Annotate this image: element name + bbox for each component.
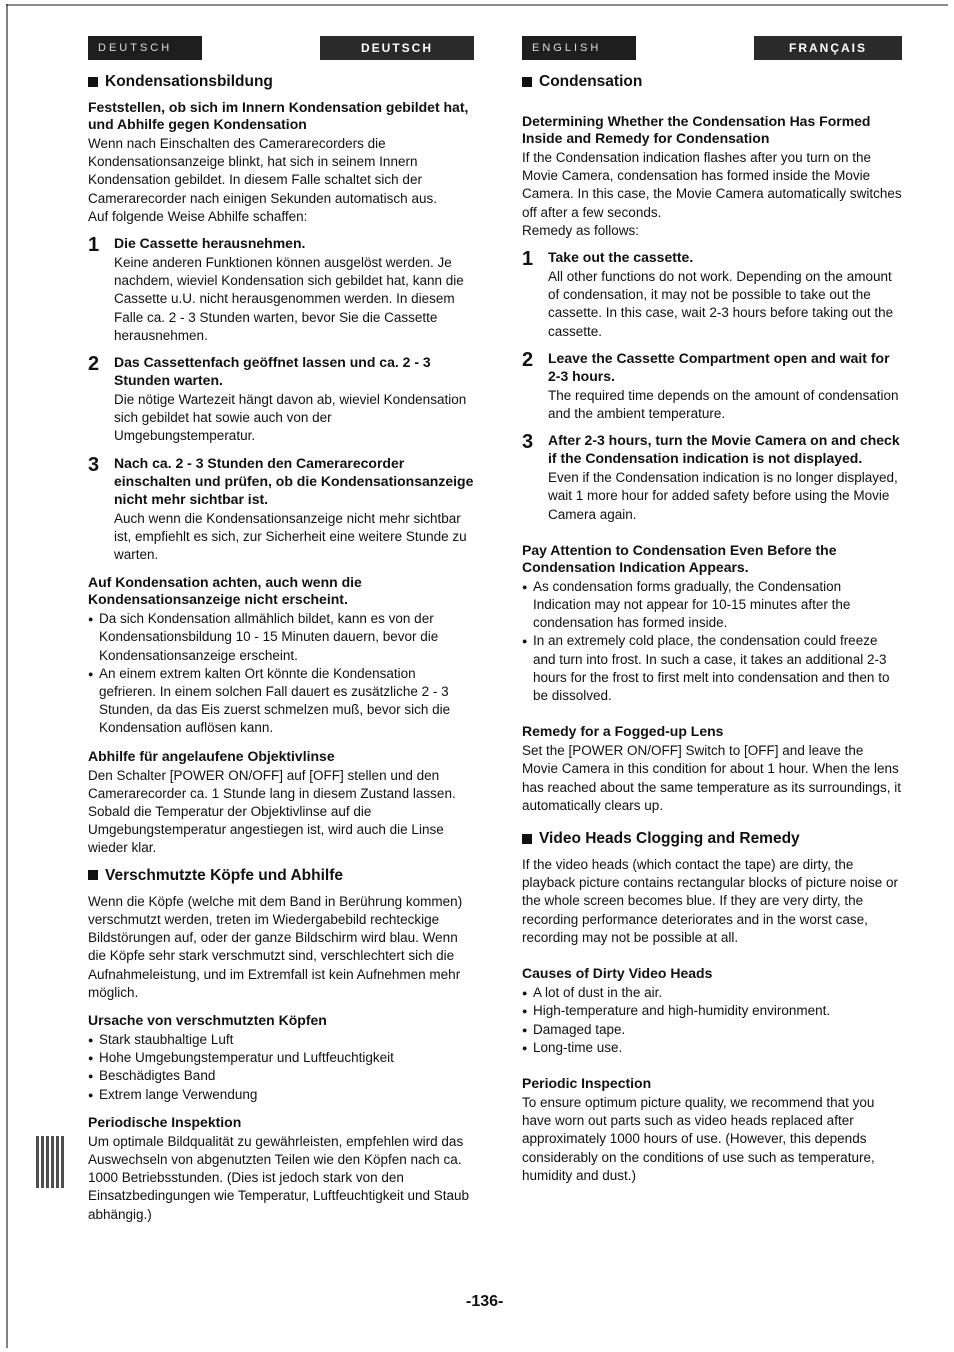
list-item: ● As condensation forms gradually, the Condensation Indication may not appear for 10-15 minutes after the condensation has formed inside. xyxy=(522,578,902,633)
section-title-text: Kondensationsbildung xyxy=(105,73,273,90)
subheading-attention: Pay Attention to Condensation Even Before the Condensation Indication Appears. xyxy=(522,541,837,575)
subheading-causes: Ursache von verschmutzten Köpfen xyxy=(88,1011,327,1028)
subheading-attention: Auf Kondensation achten, auch wenn die Kondensationsanzeige nicht erscheint. xyxy=(88,574,362,608)
paragraph-inspection: Um optimale Bildqualität zu gewährleisten, empfehlen wird das Auswechseln von abgenutzten Teilen wie den Köpfen nach ca. 1000 Betriebsstunden. (Dies ist jedoch stark von den Einsatzbedingungen wie Temperatur, Luftfeuchtigkeit und Staub abhängig.) xyxy=(88,1133,470,1222)
step-number: 3 xyxy=(522,431,534,454)
paragraph-fogged-lens: Set the [POWER ON/OFF] Switch to [OFF] and leave the Movie Camera in this condition for about 1 hour. When the lens has reached about the same temperature as its surroundings, it automatically clears up. xyxy=(522,743,901,813)
step-title: Die Cassette herausnehmen. xyxy=(114,235,306,252)
step-1 xyxy=(522,248,902,341)
language-tab-french-mirrored: FRANÇAIS xyxy=(754,36,902,60)
list-item: ● Hohe Umgebungstemperatur und Luftfeuchtigkeit xyxy=(88,1049,474,1067)
list-item: ● An einem extrem kalten Ort könnte die Kondensation gefrieren. In einem solchen Fall dauert es zusätzliche 2 - 3 Stunden, da das Eis zuerst schmelzen muß, bevor sich die Kondensation auflösen kann. xyxy=(88,665,474,738)
english-language-bar xyxy=(522,36,902,60)
section-title-condensation xyxy=(88,72,474,91)
subheading-causes: Causes of Dirty Video Heads xyxy=(522,965,713,982)
step-title: Leave the Cassette Compartment open and wait for 2-3 hours. xyxy=(548,349,890,384)
attention-list xyxy=(88,610,474,737)
section-title-text: Verschmutzte Köpfe und Abhilfe xyxy=(105,866,343,884)
step-title: Nach ca. 2 - 3 Stunden den Camerarecorder einschalten und prüfen, ob die Kondensationsanzeige nicht mehr sichtbar ist. xyxy=(114,454,474,507)
list-item: ● High-temperature and high-humidity environment. xyxy=(522,1002,902,1020)
step-title: After 2-3 hours, turn the Movie Camera on and check if the Condensation indication is not displayed. xyxy=(548,432,900,467)
scan-edge-left xyxy=(6,4,8,1348)
step-text: All other functions do not work. Depending on the amount of condensation, it may not be possible to take out the cassette. In this case, wait 2-3 hours before taking out the cassette. xyxy=(548,269,894,339)
square-bullet-icon xyxy=(88,77,98,87)
step-number: 1 xyxy=(88,234,100,257)
square-bullet-icon xyxy=(522,834,532,844)
step-text: Auch wenn die Kondensationsanzeige nicht mehr sichtbar ist, empfiehlt es sich, zur Sicherheit eine weitere Stunde zu warten. xyxy=(114,510,467,563)
causes-list xyxy=(88,1031,474,1104)
step-3 xyxy=(522,431,902,524)
step-number: 3 xyxy=(88,453,100,476)
language-tab-german-mirrored: DEUTSCH xyxy=(320,36,474,60)
list-item: ● In an extremely cold place, the condensation could freeze and turn into frost. In such a case, it takes an additional 2-3 hours for the frost to first melt into condensation and then to be dissolved. xyxy=(522,632,902,705)
section-title-video-heads xyxy=(522,829,902,848)
step-3 xyxy=(88,454,474,565)
list-item: ● A lot of dust in the air. xyxy=(522,984,902,1002)
square-bullet-icon xyxy=(522,77,532,87)
paragraph-remedy-intro: Remedy as follows: xyxy=(522,222,640,238)
scan-edge-top xyxy=(6,4,948,6)
list-item: ● Da sich Kondensation allmählich bildet, kann es von der Kondensationsbildung 10 - 15 Minuten dauern, bevor die Kondensationsanzeige erscheint. xyxy=(88,610,474,665)
step-1 xyxy=(88,234,474,345)
paragraph-video-heads: If the video heads (which contact the tape) are dirty, the playback picture contains rectangular blocks of picture noise or the whole screen becomes blue. If they are very dirty, the recording performance deteriorates and in the worst case, recording may not be possible at all. xyxy=(522,857,898,945)
section-title-condensation xyxy=(522,72,902,91)
step-title: Take out the cassette. xyxy=(548,249,694,266)
subheading-inspection: Periodic Inspection xyxy=(522,1074,652,1091)
section-title-dirty-heads xyxy=(88,866,474,885)
list-item: ● Beschädigtes Band xyxy=(88,1067,474,1085)
subheading-inspection: Periodische Inspektion xyxy=(88,1113,242,1130)
english-column xyxy=(522,36,902,1185)
step-text: The required time depends on the amount of condensation and the ambient temperature. xyxy=(548,387,899,422)
step-text: Even if the Condensation indication is no longer displayed, wait 1 more hour for added safety before using the Movie Camera again. xyxy=(548,470,898,522)
list-item: ● Long-time use. xyxy=(522,1039,902,1057)
step-number: 2 xyxy=(522,348,534,371)
square-bullet-icon xyxy=(88,870,98,880)
paragraph-inspection: To ensure optimum picture quality, we recommend that you have worn out parts such as video heads replaced after approximately 1000 hours of use. (However, this depends considerably on the conditions of use such as temperature, humidity and dust.) xyxy=(522,1094,875,1183)
list-item: ● Stark staubhaltige Luft xyxy=(88,1031,474,1049)
step-2 xyxy=(522,349,902,423)
section-title-text: Condensation xyxy=(539,73,643,90)
attention-list xyxy=(522,578,902,705)
paragraph-determine: If the Condensation indication flashes after you turn on the Movie Camera, condensation has formed inside the Movie Camera. In this case, the Movie Camera automatically switches off after a few seconds. xyxy=(522,150,902,220)
paragraph-fogged-lens: Den Schalter [POWER ON/OFF] auf [OFF] stellen und den Camerarecorder ca. 1 Stunde lang in diesem Zustand lassen. Sobald die Temperatur der Objektivlinse auf die Umgebungstemperatur angestiegen ist, wird auch die Linse wieder klar. xyxy=(88,767,456,856)
list-item: ● Extrem lange Verwendung xyxy=(88,1086,474,1104)
subheading-determine: Feststellen, ob sich im Innern Kondensation gebildet hat, und Abhilfe gegen Kondensation xyxy=(88,99,469,132)
language-tab-english: ENGLISH xyxy=(522,36,636,60)
step-text: Keine anderen Funktionen können ausgelöst werden. Je nachdem, wieviel Kondensation sich gebildet hat, kann die Cassette u.U. nicht herausgenommen werden. In diesem Falle ca. 2 - 3 Stunden warten, bevor Sie die Cassette herausnehmen. xyxy=(114,255,464,343)
step-text: Die nötige Wartezeit hängt davon ab, wieviel Kondensation sich gebildet hat sowie auch von der Umgebungstemperatur. xyxy=(114,392,467,444)
step-title: Das Cassettenfach geöffnet lassen und ca. 2 - 3 Stunden warten. xyxy=(114,354,431,389)
paragraph-dirty-heads: Wenn die Köpfe (welche mit dem Band in Berührung kommen) verschmutzt werden, treten im Wiedergabebild rechteckige Bildstörungen auf, oder der ganze Bildschirm wird blau. Wenn die Köpfe sehr stark verschmutzt sind, verschlechtert sich die Aufnahmeleistung, und im Extremfall ist kein Aufnehmen mehr möglich. xyxy=(88,893,463,1000)
causes-list xyxy=(522,984,902,1057)
paragraph-remedy-intro: Auf folgende Weise Abhilfe schaffen: xyxy=(88,208,308,224)
german-language-bar xyxy=(88,36,474,60)
german-column xyxy=(88,36,474,1224)
page-number: -136- xyxy=(466,1293,504,1310)
paragraph-determine: Wenn nach Einschalten des Camerarecorders die Kondensationsanzeige blinkt, hat sich in seinem Innern Kondensation gebildet. In diesem Falle schaltet sich der Camerarecorder nach einigen Sekunden automatisch aus. xyxy=(88,136,437,206)
list-item: ● Damaged tape. xyxy=(522,1021,902,1039)
subheading-determine: Determining Whether the Condensation Has Formed Inside and Remedy for Condensation xyxy=(522,113,871,146)
margin-thumb-mark xyxy=(36,1136,64,1188)
subheading-fogged-lens: Remedy for a Fogged-up Lens xyxy=(522,723,724,740)
section-title-text: Video Heads Clogging and Remedy xyxy=(539,830,800,848)
step-2 xyxy=(88,353,474,446)
subheading-fogged-lens: Abhilfe für angelaufene Objektivlinse xyxy=(88,747,335,764)
language-tab-german: DEUTSCH xyxy=(88,36,202,60)
step-number: 2 xyxy=(88,353,100,376)
step-number: 1 xyxy=(522,248,534,271)
